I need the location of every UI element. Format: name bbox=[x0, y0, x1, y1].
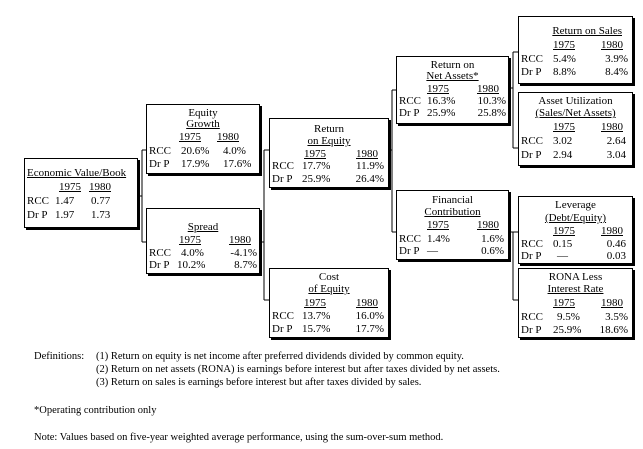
value: 8.7% bbox=[234, 259, 257, 271]
value: 10.3% bbox=[477, 95, 506, 107]
box-title: RONA Less bbox=[548, 271, 603, 283]
year-1975: 1975 bbox=[427, 219, 449, 231]
value: 16.3% bbox=[427, 95, 456, 107]
value: 2.64 bbox=[606, 135, 626, 147]
year-1975: 1975 bbox=[59, 181, 81, 193]
year-1980: 1980 bbox=[229, 234, 251, 246]
year-1980: 1980 bbox=[601, 121, 623, 133]
box-title: (Sales/Net Assets) bbox=[535, 107, 616, 119]
equity-growth-box bbox=[146, 104, 260, 174]
row-label: Dr P bbox=[272, 323, 293, 335]
leverage-box bbox=[518, 196, 633, 264]
box-title: Return bbox=[314, 123, 344, 135]
row-label: Dr P bbox=[272, 173, 293, 185]
note: Note: Values based on five-year weighted average performance, using the sum-over-sum method. bbox=[34, 432, 444, 443]
year-1975: 1975 bbox=[304, 148, 326, 160]
year-1980: 1980 bbox=[601, 297, 623, 309]
value: 1.97 bbox=[55, 209, 75, 221]
year-1975: 1975 bbox=[553, 225, 575, 237]
year-1975: 1975 bbox=[427, 83, 449, 95]
year-1975: 1975 bbox=[553, 297, 575, 309]
value: 17.9% bbox=[181, 158, 210, 170]
value: 8.4% bbox=[605, 66, 628, 78]
financial-contribution-box bbox=[396, 190, 509, 260]
value: 0.15 bbox=[553, 238, 573, 250]
row-label: RCC bbox=[521, 311, 544, 323]
row-label: Dr P bbox=[27, 209, 48, 221]
year-1980: 1980 bbox=[601, 225, 623, 237]
value: 25.9% bbox=[553, 324, 582, 336]
value: 11.9% bbox=[355, 160, 384, 172]
value: 16.0% bbox=[355, 310, 384, 322]
box-title: Net Assets* bbox=[426, 70, 479, 82]
row-label: Dr P bbox=[521, 66, 542, 78]
box-title: Return on Sales bbox=[552, 25, 622, 37]
value: -4.1% bbox=[230, 247, 257, 259]
box-title: (Debt/Equity) bbox=[544, 212, 607, 224]
value: 25.9% bbox=[427, 107, 456, 119]
value: 3.02 bbox=[553, 135, 573, 147]
row-label: RCC bbox=[521, 135, 544, 147]
value: 17.7% bbox=[302, 160, 331, 172]
value: 1.73 bbox=[91, 209, 111, 221]
asset-utilization-box bbox=[518, 92, 633, 166]
value: — bbox=[557, 250, 568, 262]
box-title: Cost bbox=[318, 271, 340, 283]
value: 0.6% bbox=[481, 245, 504, 257]
row-label: RCC bbox=[272, 310, 295, 322]
row-label: RCC bbox=[149, 145, 172, 157]
row-label: Dr P bbox=[521, 250, 542, 262]
value: 18.6% bbox=[599, 324, 628, 336]
box-title: of Equity bbox=[308, 283, 350, 295]
value: — bbox=[427, 245, 438, 257]
value: 26.4% bbox=[355, 173, 384, 185]
row-label: Dr P bbox=[399, 245, 420, 257]
value: 17.6% bbox=[223, 158, 252, 170]
year-1975: 1975 bbox=[553, 121, 575, 133]
value: 5.4% bbox=[553, 53, 576, 65]
row-label: RCC bbox=[399, 233, 422, 245]
box-title: Contribution bbox=[424, 206, 481, 218]
row-label: RCC bbox=[149, 247, 172, 259]
year-1980: 1980 bbox=[356, 297, 378, 309]
box-title: Leverage bbox=[555, 199, 596, 211]
year-1975: 1975 bbox=[553, 39, 575, 51]
definitions-label: Definitions: bbox=[34, 351, 85, 362]
year-1975: 1975 bbox=[304, 297, 326, 309]
row-label: Dr P bbox=[521, 324, 542, 336]
year-1975: 1975 bbox=[179, 234, 201, 246]
row-label: Dr P bbox=[149, 259, 170, 271]
value: 17.7% bbox=[355, 323, 384, 335]
value: 3.5% bbox=[605, 311, 628, 323]
row-label: RCC bbox=[521, 238, 544, 250]
value: 8.8% bbox=[553, 66, 576, 78]
economic-value-book-box bbox=[24, 158, 138, 228]
box-title: Growth bbox=[186, 118, 220, 130]
box-title: Return on bbox=[430, 59, 475, 71]
year-1980: 1980 bbox=[477, 219, 499, 231]
row-label: RCC bbox=[272, 160, 295, 172]
definition-3: (3) Return on sales is earnings before interest but after taxes divided by sales. bbox=[96, 377, 422, 388]
box-title: Asset Utilization bbox=[538, 95, 613, 107]
value: 15.7% bbox=[302, 323, 331, 335]
value: 25.9% bbox=[302, 173, 331, 185]
value: 10.2% bbox=[177, 259, 206, 271]
return-on-sales-box bbox=[518, 16, 633, 84]
definition-1: (1) Return on equity is net income after preferred dividends divided by common equity. bbox=[96, 351, 464, 362]
value: 0.03 bbox=[606, 250, 626, 262]
box-title: Equity bbox=[188, 107, 218, 119]
row-label: RCC bbox=[27, 195, 50, 207]
row-label: RCC bbox=[521, 53, 544, 65]
box-title: Interest Rate bbox=[547, 283, 604, 295]
value: 0.46 bbox=[606, 238, 626, 250]
value: 1.6% bbox=[481, 233, 504, 245]
row-label: Dr P bbox=[521, 149, 542, 161]
value: 3.9% bbox=[605, 53, 628, 65]
year-1980: 1980 bbox=[601, 39, 623, 51]
year-1975: 1975 bbox=[179, 131, 201, 143]
value: 1.47 bbox=[55, 195, 75, 207]
year-1980: 1980 bbox=[89, 181, 111, 193]
return-on-net-assets-box bbox=[396, 56, 509, 124]
value: 9.5% bbox=[557, 311, 580, 323]
value: 2.94 bbox=[553, 149, 573, 161]
footnote: *Operating contribution only bbox=[34, 405, 157, 416]
year-1980: 1980 bbox=[217, 131, 239, 143]
box-title: on Equity bbox=[307, 135, 351, 147]
return-on-equity-box bbox=[269, 118, 389, 188]
value: 0.77 bbox=[91, 195, 111, 207]
value: 25.8% bbox=[477, 107, 506, 119]
cost-of-equity-box bbox=[269, 268, 389, 338]
value: 20.6% bbox=[181, 145, 210, 157]
box-title: Financial bbox=[432, 194, 473, 206]
rona-less-interest-rate-box bbox=[518, 268, 633, 338]
value: 4.0% bbox=[223, 145, 246, 157]
row-label: Dr P bbox=[149, 158, 170, 170]
year-1980: 1980 bbox=[356, 148, 378, 160]
value: 13.7% bbox=[302, 310, 331, 322]
year-1980: 1980 bbox=[477, 83, 499, 95]
row-label: Dr P bbox=[399, 107, 420, 119]
value: 3.04 bbox=[606, 149, 626, 161]
value: 1.4% bbox=[427, 233, 450, 245]
box-title: Spread bbox=[187, 221, 219, 233]
definition-2: (2) Return on net assets (RONA) is earnings before interest but after taxes divided by net assets. bbox=[96, 364, 500, 375]
value: 4.0% bbox=[181, 247, 204, 259]
spread-box bbox=[146, 208, 260, 274]
row-label: RCC bbox=[399, 95, 422, 107]
box-title: Economic Value/Book bbox=[27, 167, 127, 179]
